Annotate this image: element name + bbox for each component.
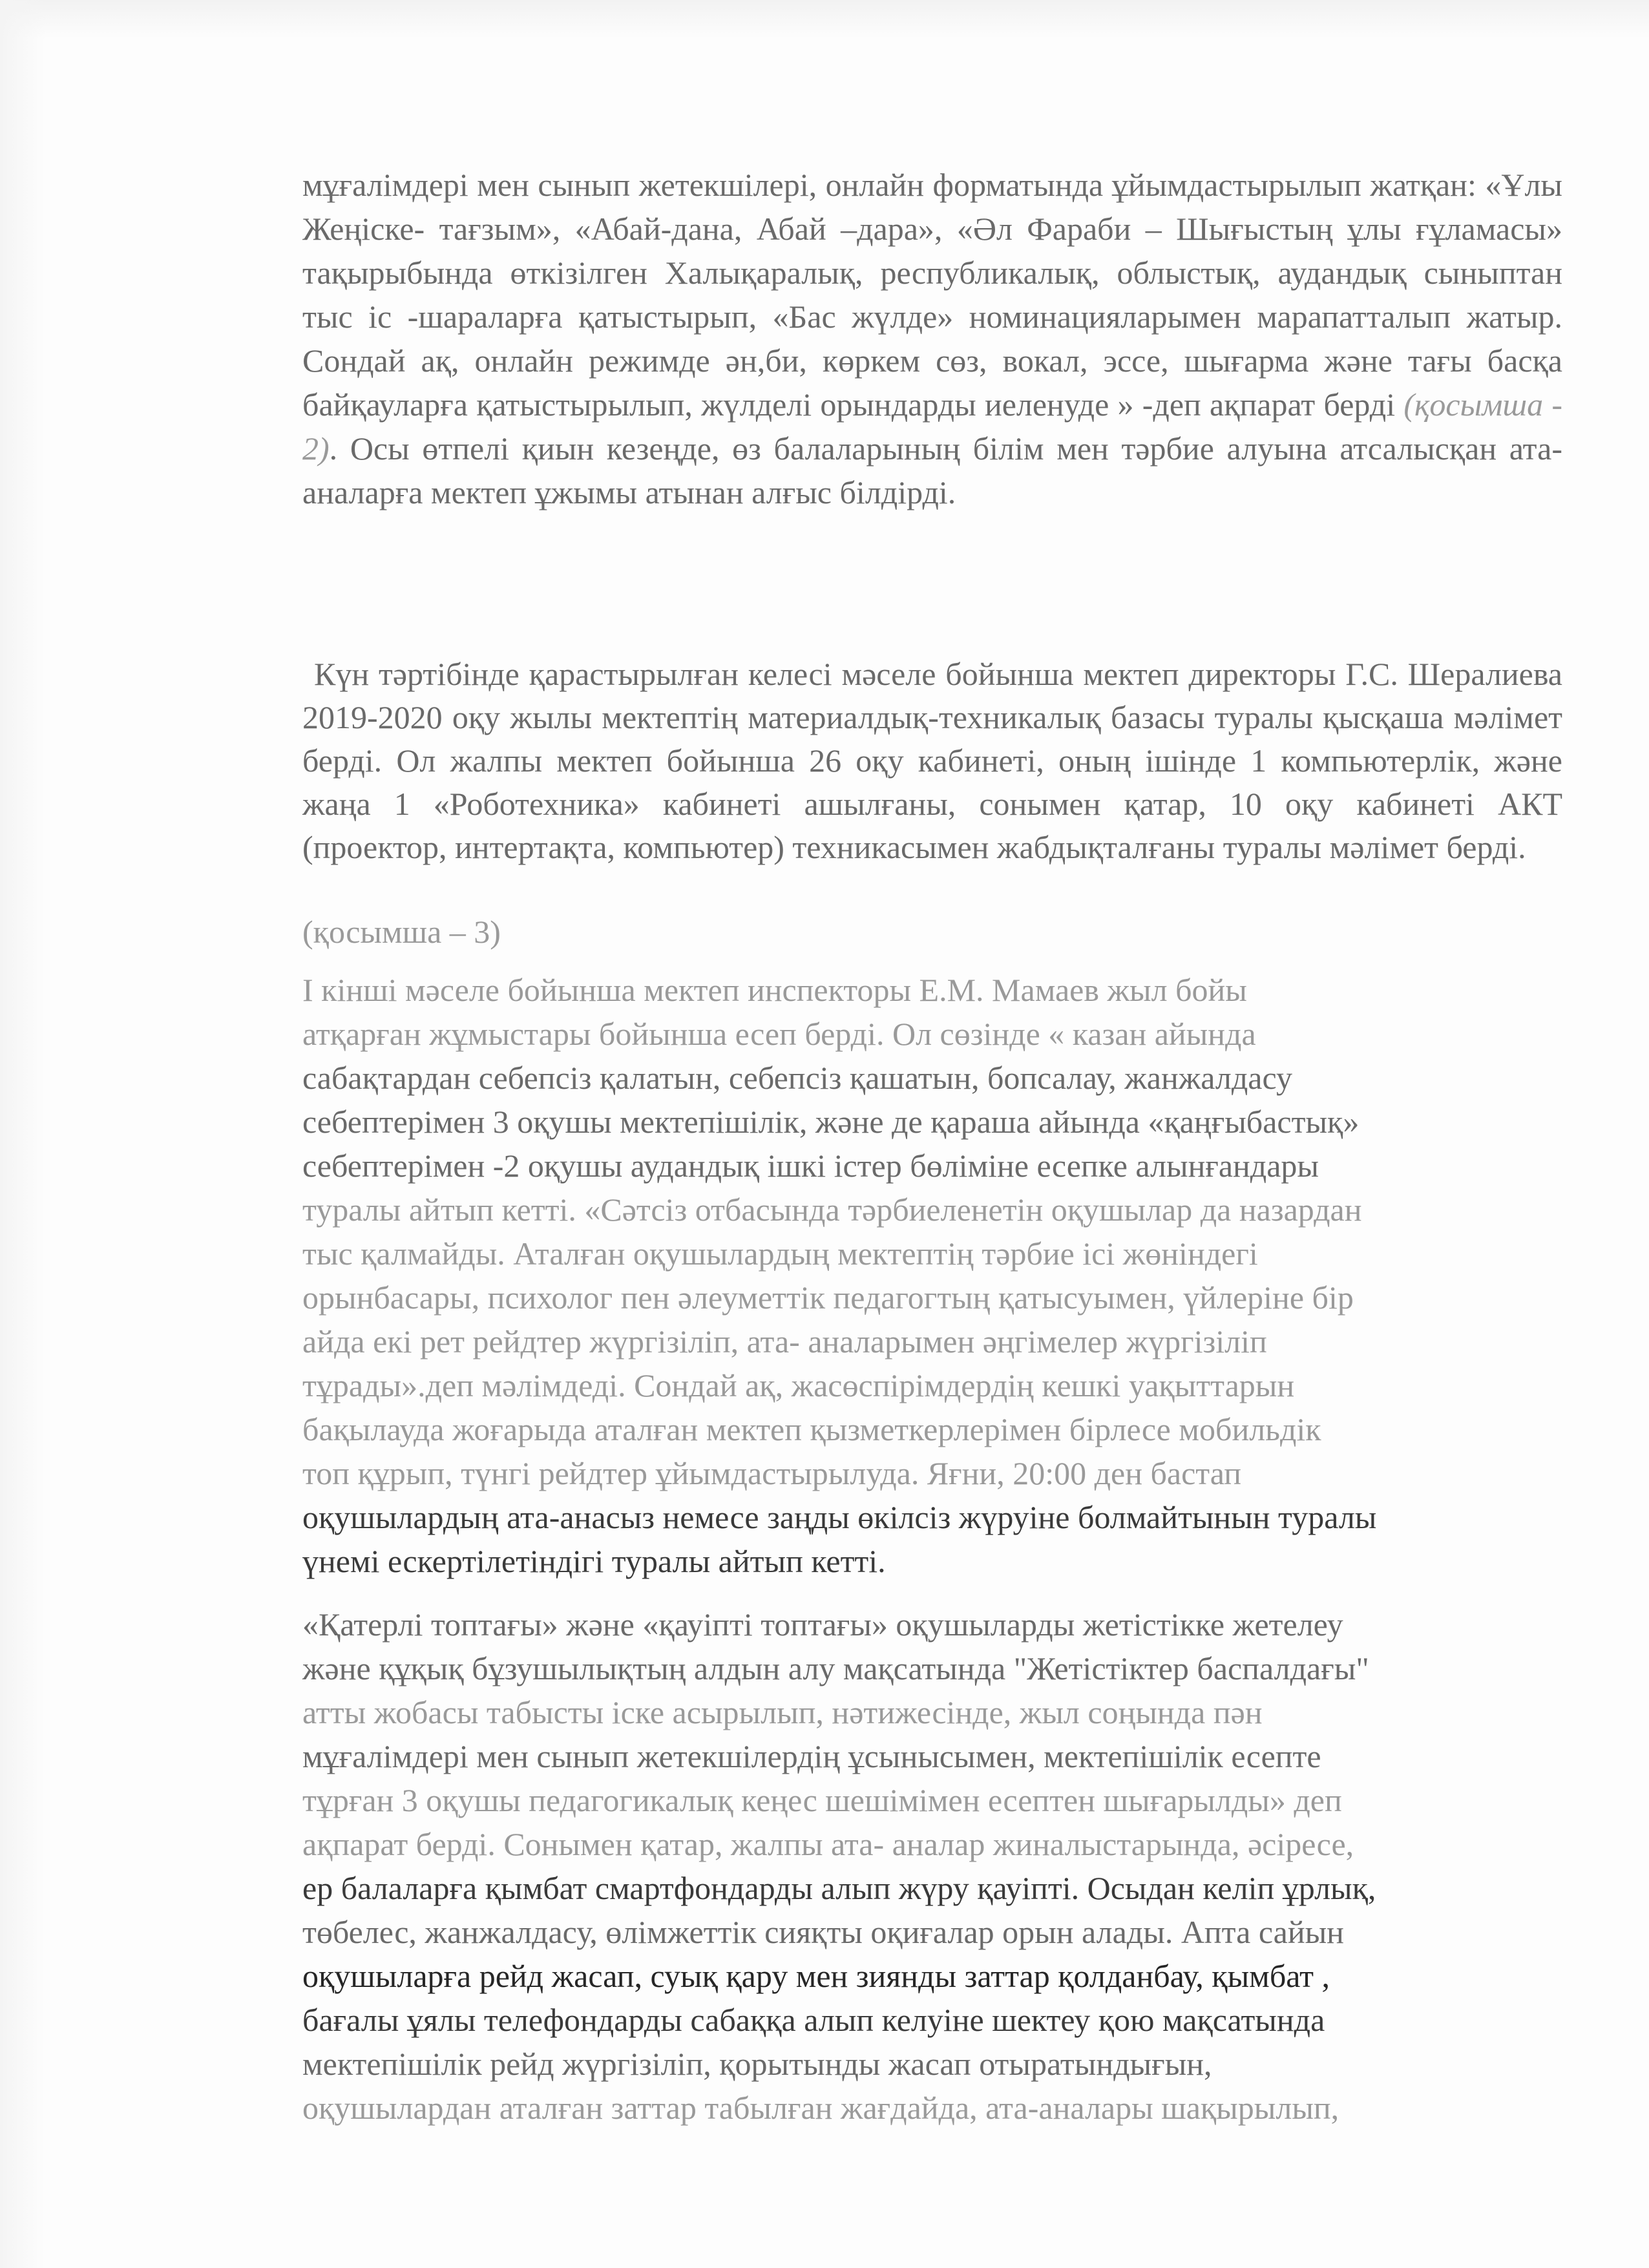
paragraph-1-reference: (қосымша - 2) (302, 386, 1562, 467)
paragraph-4-line: себептерімен -2 оқушы аудандық ішкі істер бөліміне есепке алынғандары (302, 1148, 1319, 1184)
paragraph-4-line: сабақтардан себепсіз қалатын, себепсіз қашатын, бопсалау, жанжалдасу (302, 1060, 1293, 1096)
paragraph-3-reference (302, 910, 1562, 954)
paragraph-5-line: төбелес, жанжалдасу, өлімжеттік сияқты оқиғалар орын алады. Апта сайын (302, 1914, 1344, 1950)
paragraph-5-line: ер балаларға қымбат смартфондарды алып жүру қауіпті. Осыдан келіп ұрлық, (302, 1870, 1376, 1906)
paragraph-5-line: ақпарат берді. Сонымен қатар, жалпы ата- аналар жиналыстарында, әсіресе, (302, 1826, 1354, 1862)
paragraph-2-text: Күн тәртібінде қарастырылған келесі мәселе бойынша мектеп директоры Г.С. Шералиева 2019-2020 оқу жылы мектептің материалдық-техникалық базасы туралы қысқаша мәлімет берді. Ол жалпы мектеп бойынша 26 оқу кабинеті, оның ішінде 1 компьютерлік, және жаңа 1 «Роботехника» кабинеті ашылғаны, сонымен қатар, 10 оқу кабинеті АКТ (проектор, интертақта, компьютер) техникасымен жабдықталғаны туралы мәлімет берді. (302, 656, 1562, 865)
paragraph-4-line: оқушылардың ата-анасыз немесе заңды өкілсіз жүруіне болмайтынын туралы (302, 1499, 1377, 1535)
paragraph-1 (302, 163, 1562, 514)
paragraph-4-line: үнемі ескертілетіндігі туралы айтып кетті. (302, 1543, 886, 1579)
paragraph-2 (302, 653, 1562, 869)
paragraph-4-line: атқарған жұмыстары бойынша есеп берді. Ол сөзінде « казан айында (302, 1016, 1256, 1052)
paragraph-3-text: (қосымша – 3) (302, 914, 501, 950)
paragraph-5-line: «Қатерлі топтағы» және «қауіпті топтағы» оқушыларды жетістікке жетелеу (302, 1606, 1343, 1643)
paragraph-5-line: мұғалімдері мен сынып жетекшілердің ұсынысымен, мектепішілік есепте (302, 1738, 1321, 1774)
paragraph-4-line: бақылауда жоғарыда аталған мектеп қызметкерлерімен бірлесе мобильдік (302, 1411, 1321, 1447)
paragraph-5-line: тұрған 3 оқушы педагогикалық кеңес шешімімен есептен шығарылды» деп (302, 1782, 1342, 1818)
paragraph-5-line: мектепішілік рейд жүргізіліп, қорытынды жасап отыратындығын, (302, 2046, 1212, 2082)
paragraph-5-line: атты жобасы табысты іске асырылып, нәтижесінде, жыл соңында пән (302, 1694, 1263, 1730)
paragraph-4-line: тұрады».деп мәлімдеді. Сондай ақ, жасөспірімдердің кешкі уақыттарын (302, 1367, 1295, 1403)
paragraph-4-line: орынбасары, психолог пен әлеуметтік педагогтың қатысуымен, үйлеріне бір (302, 1279, 1354, 1316)
paragraph-5 (302, 1602, 1562, 2130)
paragraph-4-line: тыс қалмайды. Аталған оқушылардың мектептің тәрбие ісі жөніндегі (302, 1235, 1258, 1272)
paragraph-4-line: себептерімен 3 оқушы мектепішілік, және де қараша айында «қаңғыбастық» (302, 1104, 1360, 1140)
paragraph-4 (302, 968, 1562, 1583)
paragraph-1-text: мұғалімдері мен сынып жетекшілері, онлайн форматында ұйымдастырылып жатқан: «Ұлы Жеңіске- тағзым», «Абай-дана, Абай –дара», «Әл Фараби – Шығыстың ұлы ғұламасы» тақырыбында өткізілген Халықаралық, республикалық, облыстық, аудандық сыныптан тыс іс -шараларға қатыстырып, «Бас жүлде» номинацияларымен марапатталып жатыр. Сондай ақ, онлайн режимде ән,би, көркем сөз, вокал, эссе, шығарма және тағы басқа байқауларға қатыстырылып, жүлделі орындарды иеленуде » -деп ақпарат берді (302, 167, 1562, 423)
scan-edge-left (0, 0, 45, 2268)
paragraph-4-line: айда екі рет рейдтер жүргізіліп, ата- аналарымен әңгімелер жүргізіліп (302, 1323, 1267, 1360)
paragraph-5-line: және құқық бұзушылықтың алдын алу мақсатында "Жетістіктер баспалдағы" (302, 1650, 1369, 1686)
paragraph-4-line: туралы айтып кетті. «Сәтсіз отбасында тәрбиеленетін оқушылар да назардан (302, 1192, 1362, 1228)
paragraph-4-line: топ құрып, түнгі рейдтер ұйымдастырылуда. Яғни, 20:00 ден бастап (302, 1455, 1242, 1491)
paragraph-5-line: оқушылардан аталған заттар табылған жағдайда, ата-аналары шақырылып, (302, 2090, 1339, 2126)
scan-edge-top (0, 0, 1649, 39)
paragraph-5-line: оқушыларға рейд жасап, суық қару мен зиянды заттар қолданбау, қымбат , (302, 1958, 1330, 1994)
paragraph-1-tail: . Осы өтпелі қиын кезеңде, өз балаларының білім мен тәрбие алуына атсалысқан ата- аналарға мектеп ұжымы атынан алғыс білдірді. (302, 430, 1562, 510)
paragraph-5-line: бағалы ұялы телефондарды сабаққа алып келуіне шектеу қою мақсатында (302, 2002, 1325, 2038)
paragraph-4-line: I кінші мәселе бойынша мектеп инспекторы Е.М. Мамаев жыл бойы (302, 972, 1247, 1008)
